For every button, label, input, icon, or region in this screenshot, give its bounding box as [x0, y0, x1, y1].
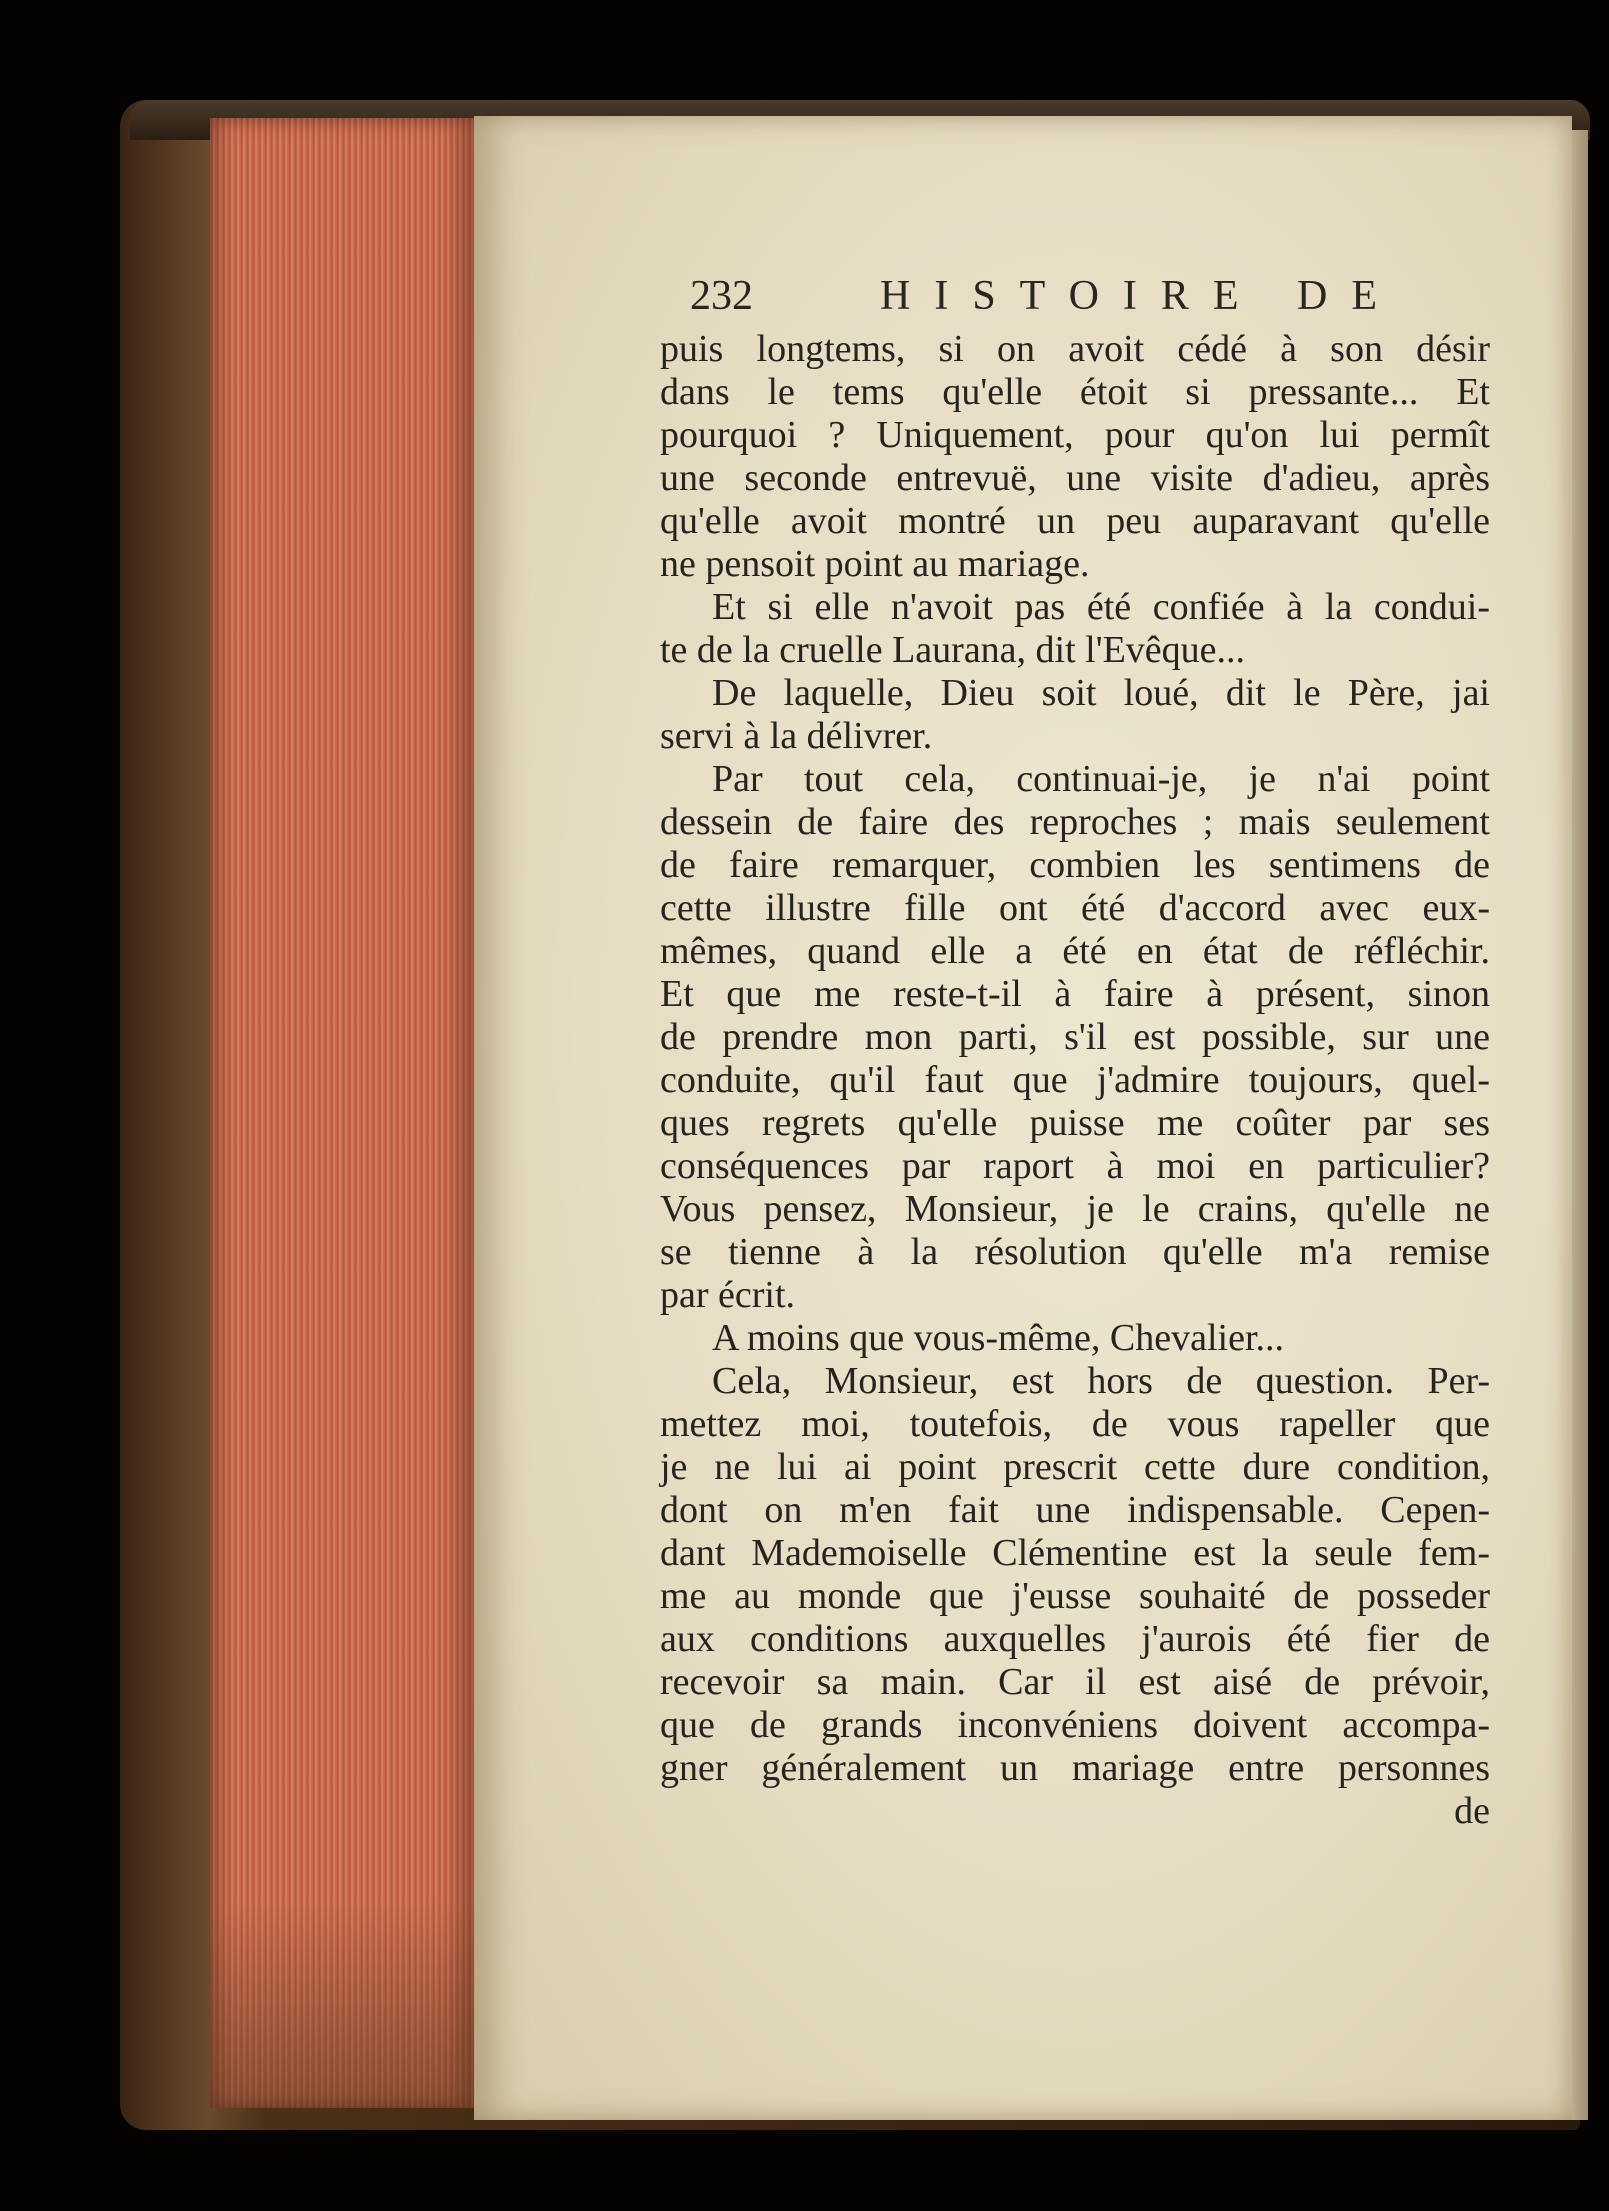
text-line: dans le tems qu'elle étoit si pressante... Et — [660, 371, 1490, 413]
running-title: HISTOIRE DE — [880, 273, 1402, 319]
text-line: conduite, qu'il faut que j'admire toujours, quel- — [660, 1059, 1490, 1101]
text-line: De laquelle, Dieu soit loué, dit le Père, jai — [712, 672, 1490, 714]
text-line: de faire remarquer, combien les sentimens de — [660, 844, 1490, 886]
text-line: A moins que vous-même, Chevalier... — [712, 1317, 1285, 1359]
page-number: 232 — [690, 273, 753, 319]
page-edges-shadow — [210, 1900, 478, 2108]
text-line: je ne lui ai point prescrit cette dure condition, — [660, 1446, 1490, 1488]
page-header — [690, 272, 1490, 322]
text-line: qu'elle avoit montré un peu auparavant qu'elle — [660, 500, 1490, 542]
text-line: dant Mademoiselle Clémentine est la seule fem- — [660, 1532, 1490, 1574]
body-text — [660, 328, 1490, 1832]
text-line: par écrit. — [660, 1274, 796, 1316]
text-line: Et que me reste-t-il à faire à présent, sinon — [660, 973, 1490, 1015]
text-line: ne pensoit point au mariage. — [660, 543, 1090, 585]
text-line: Par tout cela, continuai-je, je n'ai point — [712, 758, 1490, 800]
text-line: Vous pensez, Monsieur, je le crains, qu'elle ne — [660, 1188, 1490, 1230]
text-line: servi à la délivrer. — [660, 715, 933, 757]
text-line: gner généralement un mariage entre personnes — [660, 1747, 1490, 1789]
text-line: te de la cruelle Laurana, dit l'Evêque... — [660, 629, 1246, 671]
text-line: se tienne à la résolution qu'elle m'a remise — [660, 1231, 1490, 1273]
text-line: conséquences par raport à moi en particulier? — [660, 1145, 1490, 1187]
text-line: mettez moi, toutefois, de vous rapeller que — [660, 1403, 1490, 1445]
text-line: cette illustre fille ont été d'accord avec eux- — [660, 887, 1490, 929]
text-line: recevoir sa main. Car il est aisé de prévoir, — [660, 1661, 1490, 1703]
text-line: que de grands inconvéniens doivent accompa- — [660, 1704, 1490, 1746]
text-line: me au monde que j'eusse souhaité de posseder — [660, 1575, 1490, 1617]
text-line: Cela, Monsieur, est hors de question. Per- — [712, 1360, 1490, 1402]
text-line: puis longtems, si on avoit cédé à son désir — [660, 328, 1490, 370]
text-line: de prendre mon parti, s'il est possible, sur une — [660, 1016, 1490, 1058]
text-line: ques regrets qu'elle puisse me coûter par ses — [660, 1102, 1490, 1144]
text-line: dont on m'en fait une indispensable. Cepen- — [660, 1489, 1490, 1531]
catchword: de — [1454, 1790, 1490, 1832]
text-line: dessein de faire des reproches ; mais seulement — [660, 801, 1490, 843]
text-line: Et si elle n'avoit pas été confiée à la condui- — [712, 586, 1490, 628]
text-line: une seconde entrevuë, une visite d'adieu, après — [660, 457, 1490, 499]
text-line: mêmes, quand elle a été en état de réfléchir. — [660, 930, 1490, 972]
page-edges-red — [210, 118, 478, 2108]
text-line: pourquoi ? Uniquement, pour qu'on lui permît — [660, 414, 1490, 456]
text-line: aux conditions auxquelles j'aurois été fier de — [660, 1618, 1490, 1660]
